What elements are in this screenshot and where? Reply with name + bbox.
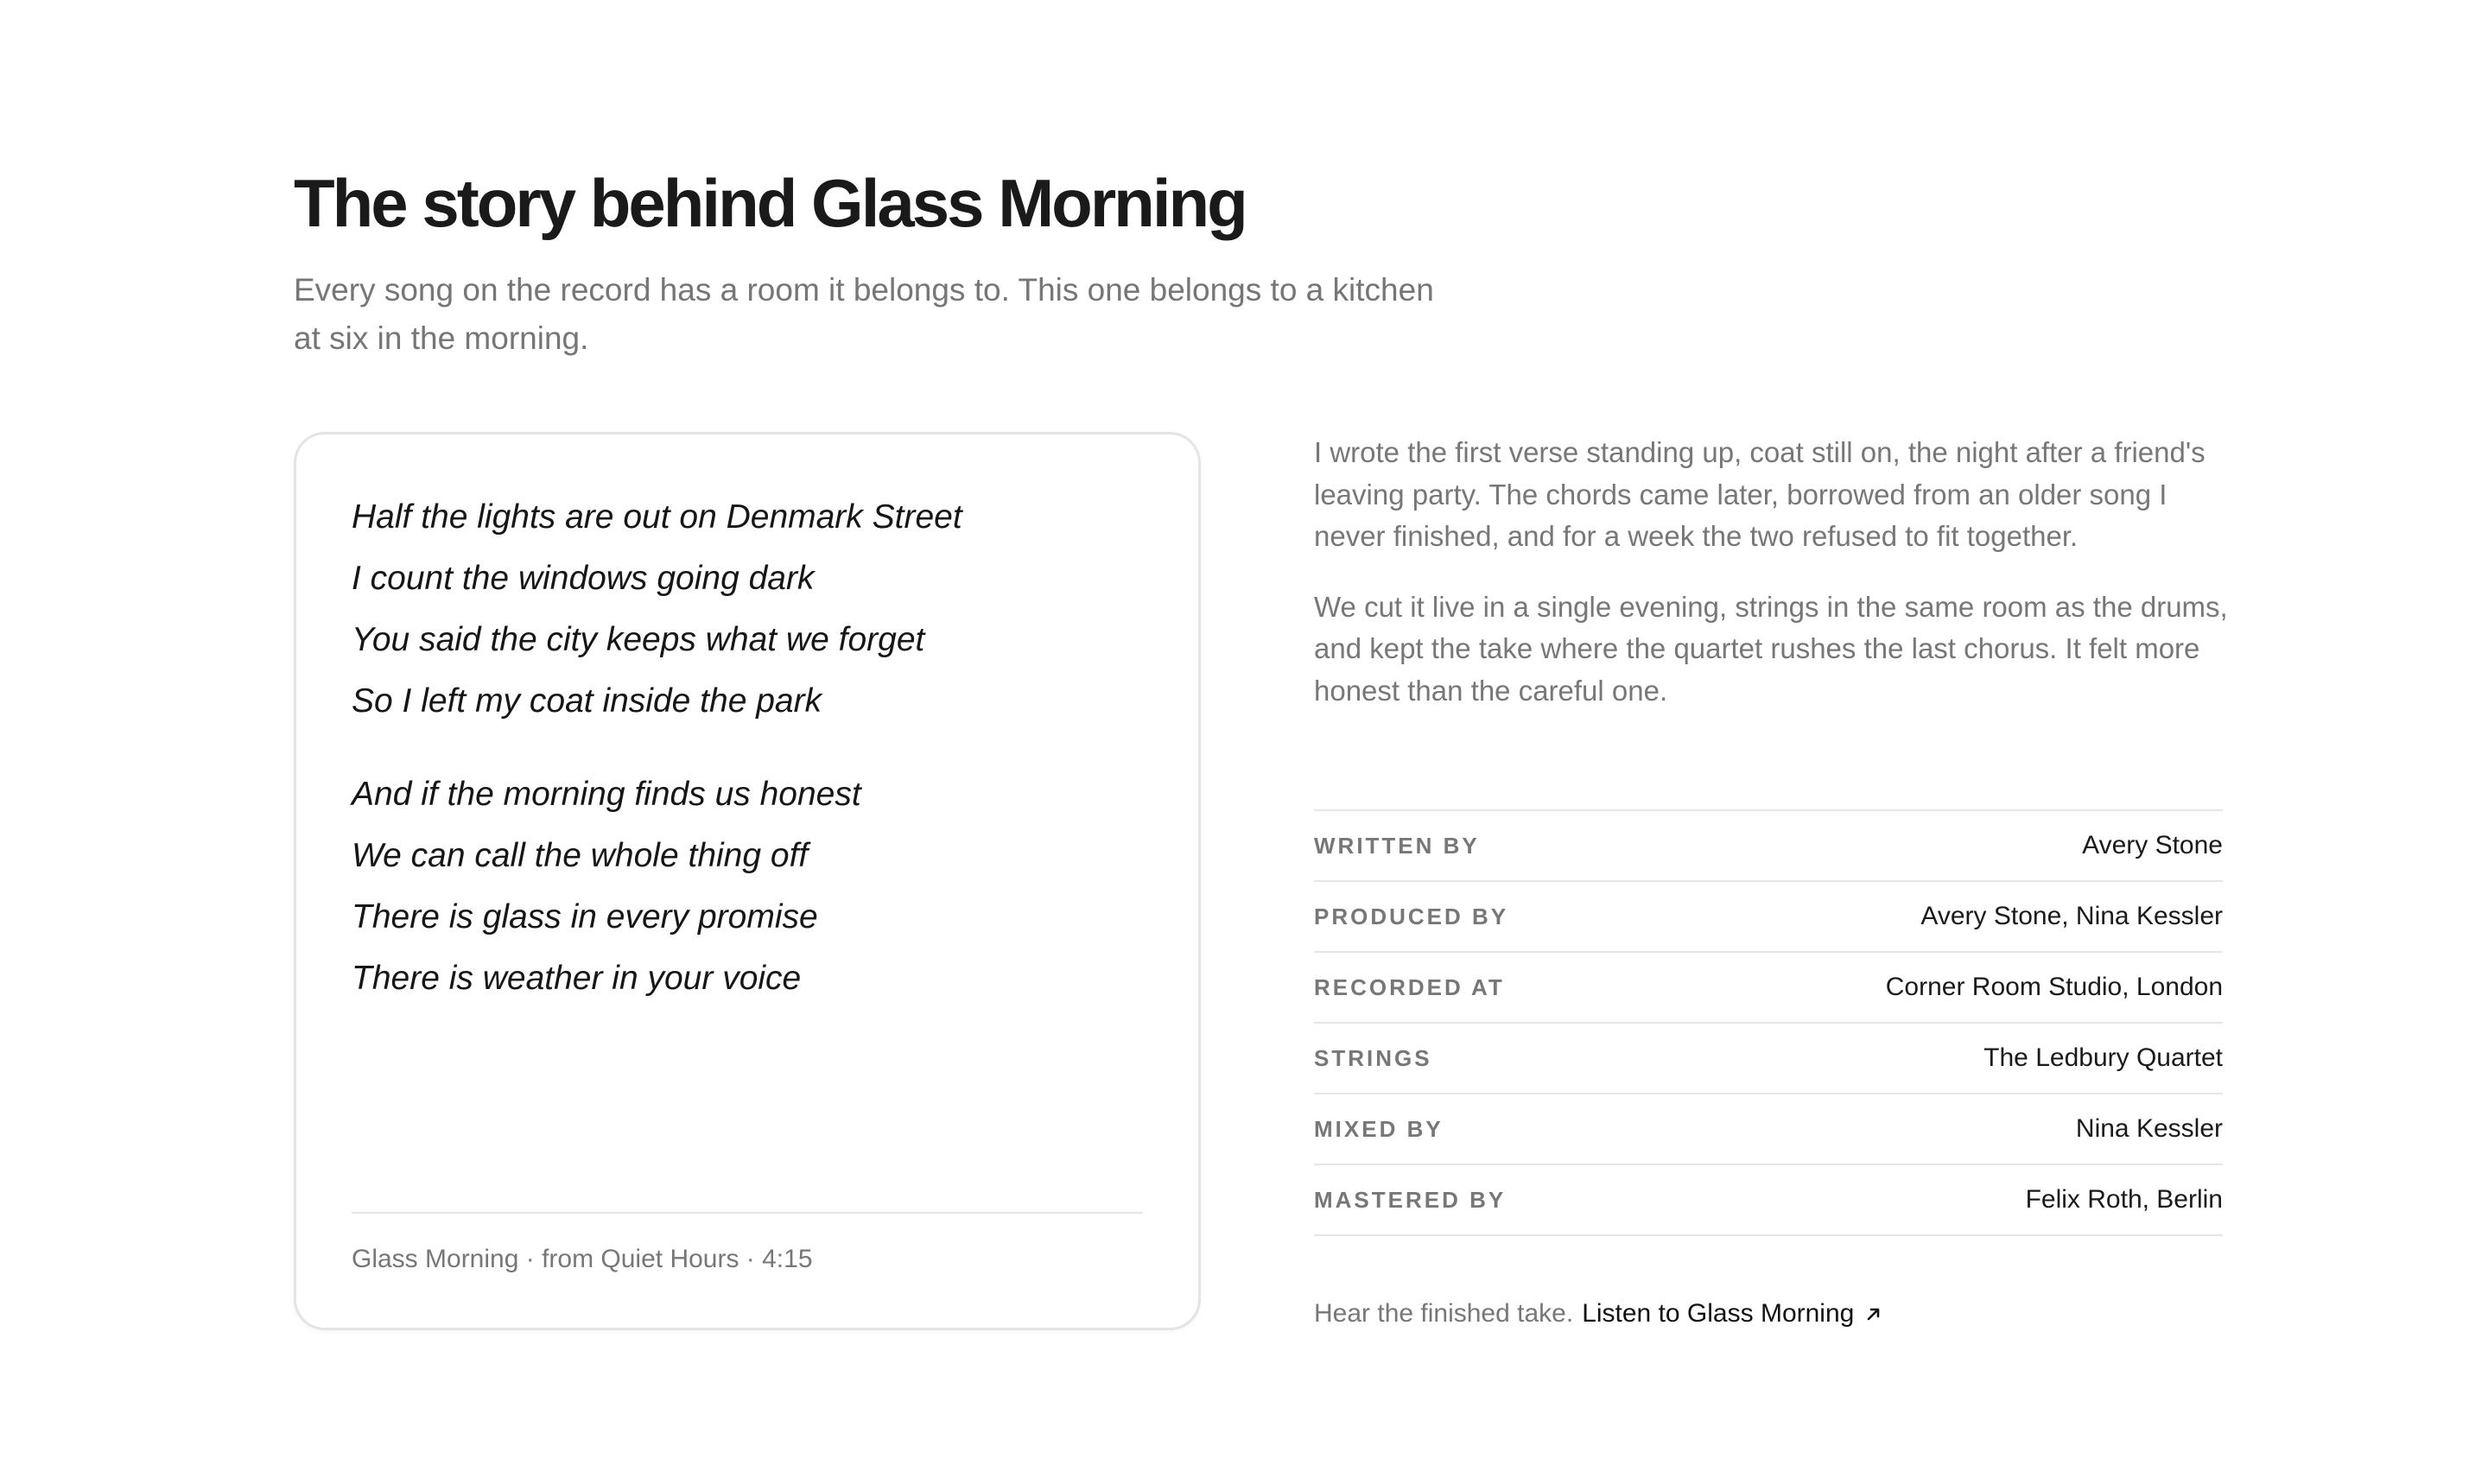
lyric-line: Half the lights are out on Denmark Street [352,498,962,536]
credit-value: The Ledbury Quartet [1983,1043,2223,1072]
credit-label: WRITTEN BY [1314,832,1480,859]
credit-row [1314,882,2223,953]
arrow-up-right-icon [1864,1297,1883,1335]
credit-value: Felix Roth, Berlin [2025,1185,2223,1214]
credit-row [1314,1094,2223,1165]
page-subtitle: Every song on the record has a room it belongs to. This one belongs to a kitchen at six in the morning. [294,272,1434,356]
lyric-line: You said the city keeps what we forget [352,621,925,658]
lyric-line: There is glass in every promise [352,898,818,935]
story-paragraph: I wrote the first verse standing up, coat still on, the night after a friend's leaving party. The chords came later, borrowed from an older song I never finished, and for a week the two refused to fit together. [1314,436,2206,552]
credit-value: Avery Stone, Nina Kessler [1920,902,2223,930]
credit-label: MASTERED BY [1314,1186,1507,1213]
credit-label: PRODUCED BY [1314,903,1509,929]
track-info: Glass Morning · from Quiet Hours · 4:15 [352,1245,813,1273]
credit-value: Corner Room Studio, London [1885,973,2223,1001]
listen-cta [1314,1295,1883,1335]
lyric-line: So I left my coat inside the park [352,682,822,720]
lyrics-card [294,432,1201,1330]
credit-label: STRINGS [1314,1044,1432,1071]
listen-link[interactable] [1582,1299,1883,1328]
story-text [1314,432,2230,712]
story-paragraph: We cut it live in a single evening, strings in the same room as the drums, and kept the take where the quartet rushes the last chorus. It felt more honest than the careful one. [1314,590,2228,707]
card-divider [352,1212,1143,1214]
page-title: The story behind Glass Morning [294,165,1246,241]
lyric-line: There is weather in your voice [352,960,802,997]
credit-value: Nina Kessler [2075,1114,2223,1143]
credit-label: RECORDED AT [1314,973,1505,1000]
listen-prefix: Hear the finished take. [1314,1299,1574,1328]
credit-value: Avery Stone [2082,831,2223,859]
lyric-line: I count the windows going dark [352,560,815,597]
credit-label: MIXED BY [1314,1115,1444,1142]
lyrics-stanza [352,764,861,1009]
credit-row [1314,953,2223,1024]
lyric-line: And if the morning finds us honest [352,776,861,813]
credits-list [1314,809,2223,1236]
lyrics-stanza [352,486,962,732]
credit-row [1314,811,2223,882]
credit-row [1314,1165,2223,1236]
listen-link-label: Listen to Glass Morning [1582,1299,1855,1328]
lyric-line: We can call the whole thing off [352,837,809,874]
credit-row [1314,1024,2223,1094]
